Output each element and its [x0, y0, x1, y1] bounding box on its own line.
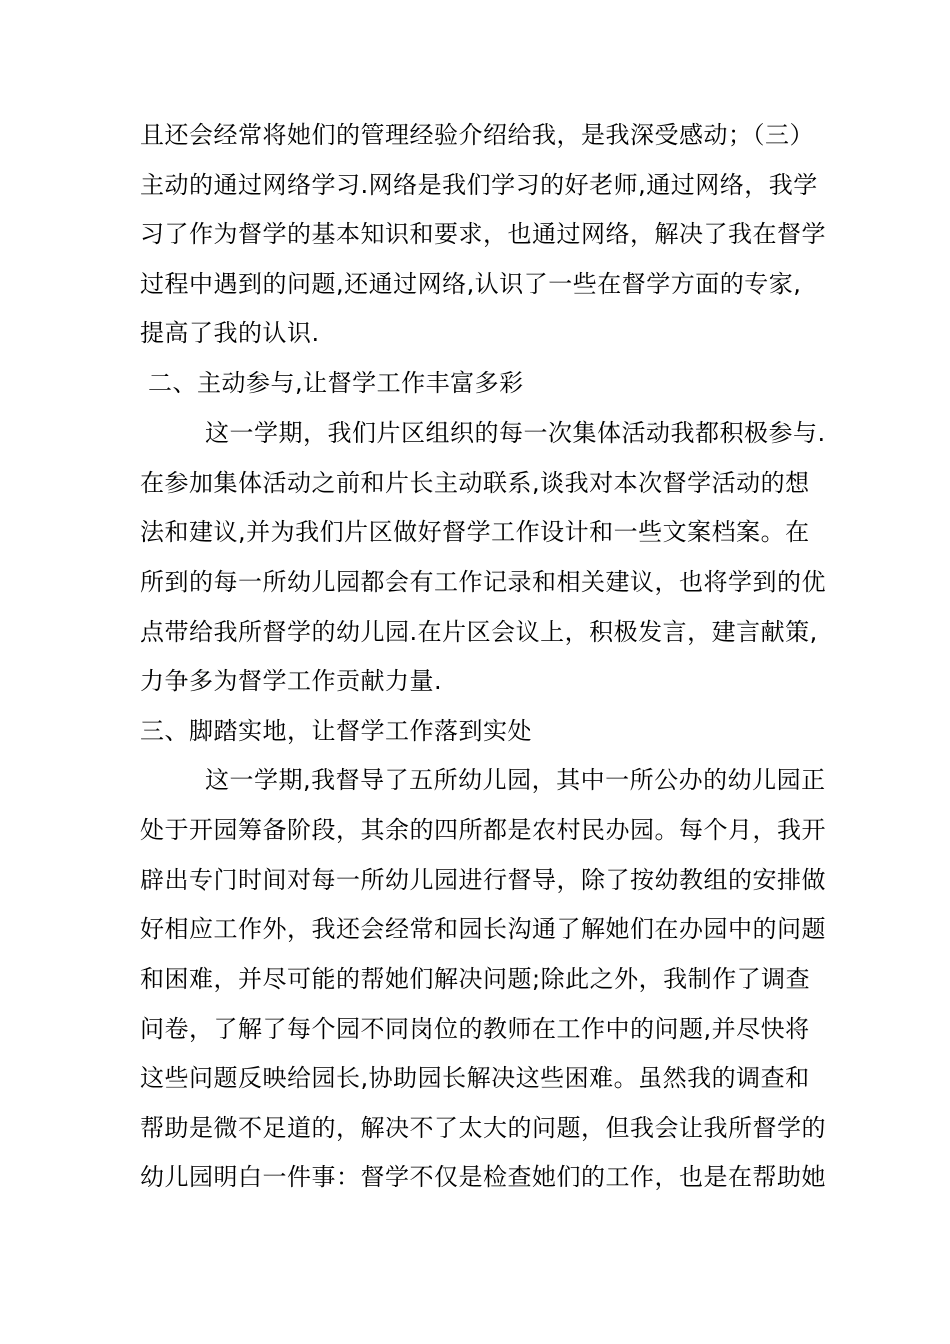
section-heading: 二、主动参与,让督学工作丰富多彩	[148, 369, 524, 397]
paragraph-line: 好相应工作外，我还会经常和园长沟通了解她们在办园中的问题	[140, 915, 826, 943]
paragraph-line: 所到的每一所幼儿园都会有工作记录和相关建议，也将学到的优	[140, 568, 826, 596]
paragraph-line: 帮助是微不足道的，解决不了太大的问题，但我会让我所督学的	[140, 1114, 826, 1142]
paragraph-line: 过程中遇到的问题,还通过网络,认识了一些在督学方面的专家,	[140, 270, 802, 298]
paragraph-line: 问卷，了解了每个园不同岗位的教师在工作中的问题,并尽快将	[140, 1015, 810, 1043]
paragraph-line: 力争多为督学工作贡献力量.	[140, 667, 443, 695]
paragraph-line: 提高了我的认识.	[140, 319, 320, 347]
paragraph-line: 点带给我所督学的幼儿园.在片区会议上，积极发言，建言献策,	[140, 618, 818, 646]
paragraph-line: 这些问题反映给园长,协助园长解决这些困难。虽然我的调查和	[140, 1064, 810, 1092]
paragraph-line: 辟出专门时间对每一所幼儿园进行督导，除了按幼教组的安排做	[140, 866, 826, 894]
paragraph-line: 习了作为督学的基本知识和要求，也通过网络，解决了我在督学	[140, 220, 826, 248]
paragraph-line: 主动的通过网络学习.网络是我们学习的好老师,通过网络，我学	[140, 171, 818, 199]
section-heading: 三、脚踏实地，让督学工作落到实处	[140, 717, 532, 745]
paragraph-line: 幼儿园明白一件事：督学不仅是检查她们的工作，也是在帮助她	[140, 1163, 826, 1191]
paragraph-line: 这一学期,我督导了五所幼儿园，其中一所公办的幼儿园正	[205, 766, 826, 794]
paragraph-line: 和困难，并尽可能的帮她们解决问题;除此之外，我制作了调查	[140, 965, 811, 993]
paragraph-line: 处于开园筹备阶段，其余的四所都是农村民办园。每个月，我开	[140, 816, 826, 844]
paragraph-line: 在参加集体活动之前和片长主动联系,谈我对本次督学活动的想	[140, 469, 810, 497]
paragraph-line: 且还会经常将她们的管理经验介绍给我，是我深受感动；（三）	[140, 121, 814, 149]
paragraph-line: 法和建议,并为我们片区做好督学工作设计和一些文案档案。在	[140, 518, 810, 546]
paragraph-line: 这一学期，我们片区组织的每一次集体活动我都积极参与.	[205, 419, 826, 447]
